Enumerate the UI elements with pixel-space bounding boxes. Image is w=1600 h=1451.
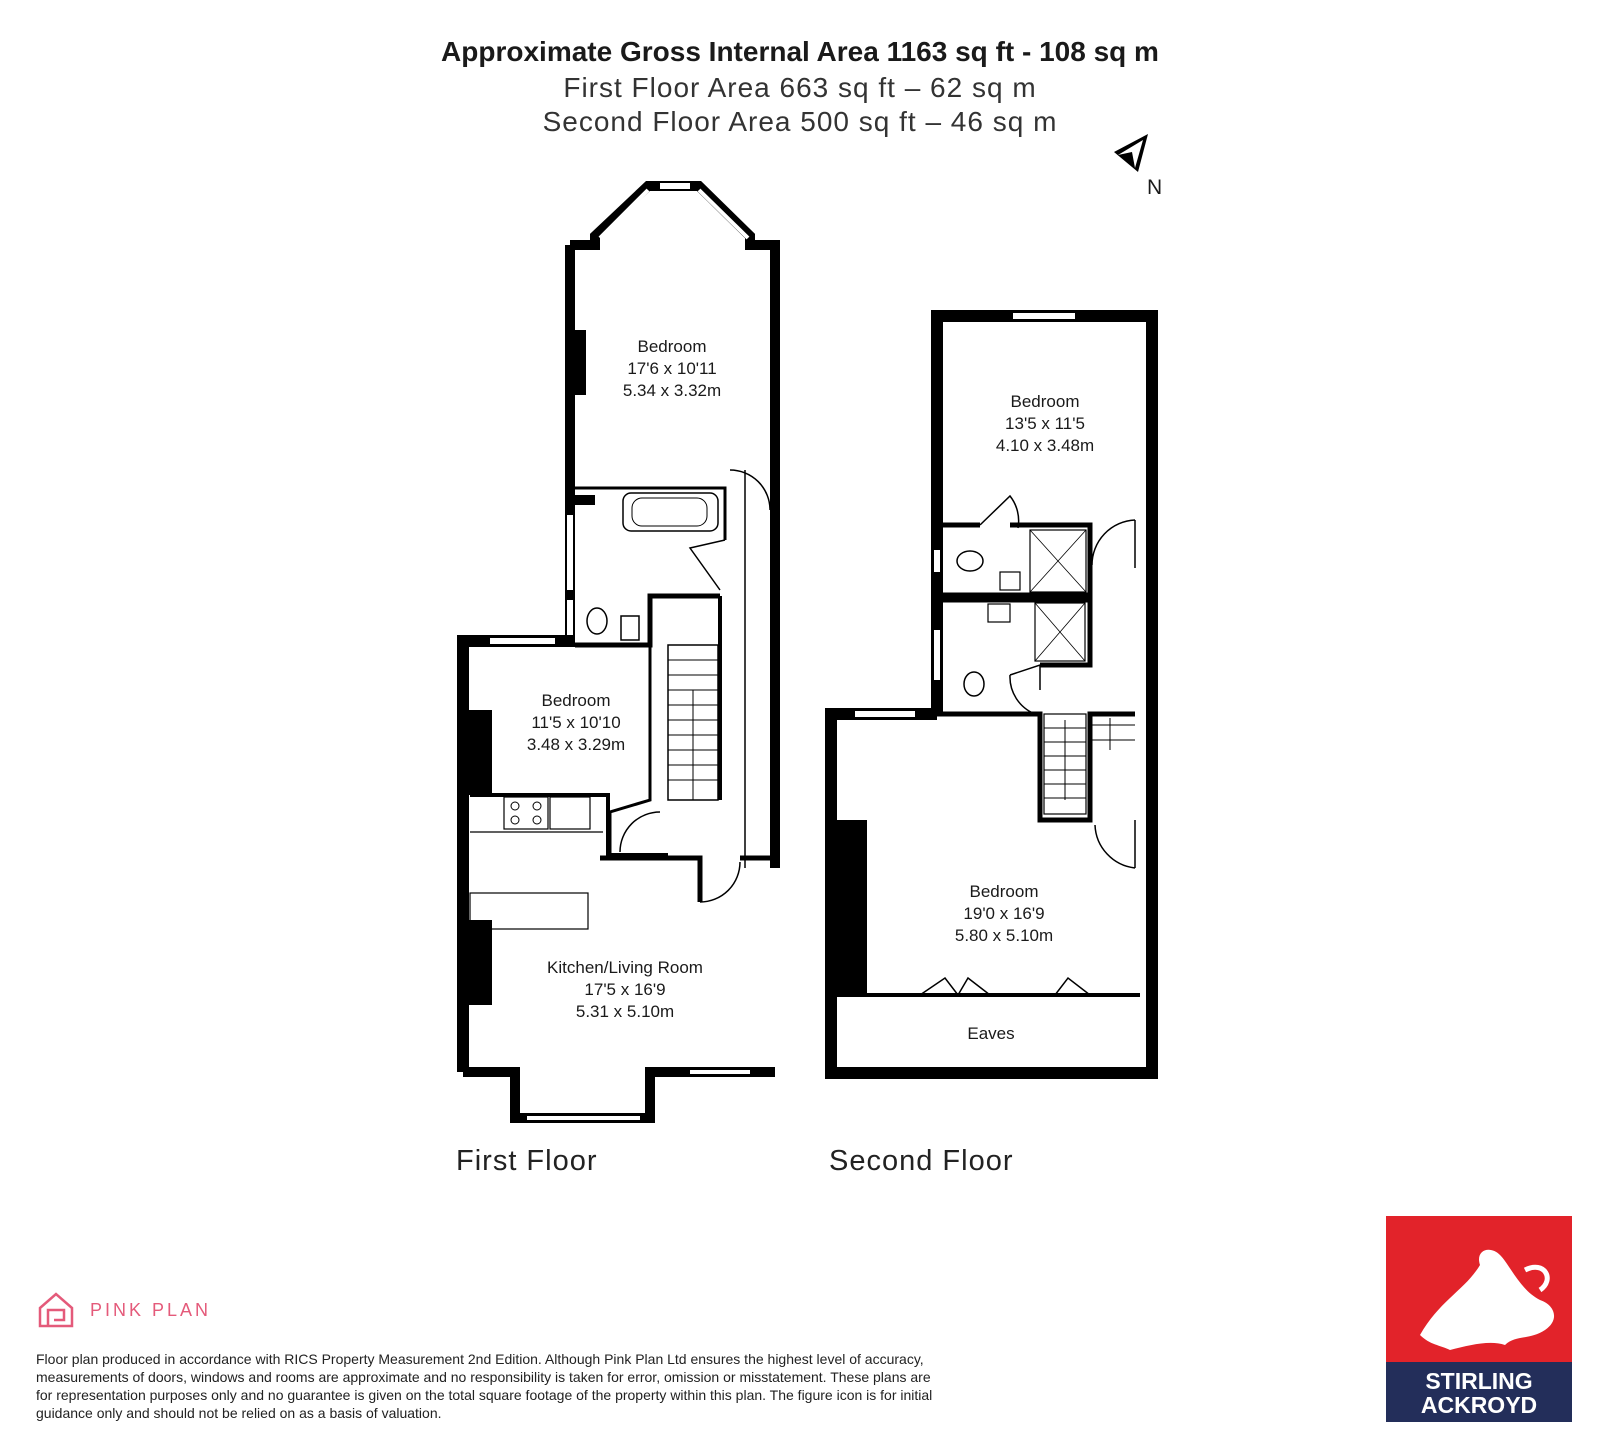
room-bedroom-ff-1 — [623, 337, 721, 400]
room-bedroom-sf-2 — [955, 882, 1053, 945]
room-eaves: Eaves — [967, 1024, 1015, 1043]
svg-text:Bedroom: Bedroom — [969, 882, 1039, 901]
brand-line-2: ACKROYD — [1420, 1392, 1538, 1418]
svg-text:17'5 x 16'9: 17'5 x 16'9 — [584, 980, 666, 999]
pink-plan-house-icon — [36, 1290, 76, 1330]
svg-text:Kitchen/Living Room: Kitchen/Living Room — [547, 958, 703, 977]
room-kitchen-living — [547, 958, 703, 1021]
first-floor-area: First Floor Area 663 sq ft – 62 sq m — [563, 72, 1037, 103]
area-title: Approximate Gross Internal Area 1163 sq ft - 108 sq m — [441, 36, 1159, 67]
brand-line-1: STIRLING — [1425, 1368, 1533, 1394]
svg-text:11'5 x 10'10: 11'5 x 10'10 — [531, 713, 621, 732]
stirling-ackroyd-logo — [1386, 1216, 1572, 1422]
pink-plan-name: PINK PLAN — [90, 1299, 212, 1320]
pink-plan-logo — [36, 1290, 211, 1330]
second-floor-plan — [831, 316, 1152, 1073]
room-bedroom-sf-1 — [996, 392, 1094, 455]
svg-text:3.48 x 3.29m: 3.48 x 3.29m — [526, 735, 626, 754]
svg-text:5.34 x 3.32m: 5.34 x 3.32m — [622, 381, 722, 400]
svg-text:13'5 x 11'5: 13'5 x 11'5 — [1005, 414, 1085, 433]
north-arrow-icon — [1114, 134, 1162, 199]
svg-text:19'0 x 16'9: 19'0 x 16'9 — [963, 904, 1045, 923]
second-floor-area: Second Floor Area 500 sq ft – 46 sq m — [542, 106, 1058, 137]
first-floor-label: First Floor — [456, 1145, 598, 1177]
room-bedroom-ff-2 — [527, 691, 625, 754]
svg-text:17'6 x 10'11: 17'6 x 10'11 — [627, 359, 717, 378]
disclaimer-text: Floor plan produced in accordance with RICS Property Measurement 2nd Edition. Although Pink Plan Ltd ensures the highest level of accuracy, measurements of doors, windows and rooms are approximate and no responsibility is taken for error, omission or misstatement. These plans are for representation purposes only and no guarantee is given on the total square footage of the property within this plan. The figure icon is for initial guidance only and should not be relied on as a basis of valuation. — [36, 1351, 933, 1421]
svg-text:5.80 x 5.10m: 5.80 x 5.10m — [954, 926, 1054, 945]
svg-text:Bedroom: Bedroom — [541, 691, 611, 710]
svg-text:5.31 x 5.10m: 5.31 x 5.10m — [575, 1002, 675, 1021]
second-floor-label: Second Floor — [829, 1145, 1014, 1177]
compass-label: N — [1147, 176, 1163, 199]
svg-text:4.10 x 3.48m: 4.10 x 3.48m — [995, 436, 1095, 455]
brand-text-block — [1386, 1362, 1572, 1422]
svg-text:Bedroom: Bedroom — [1010, 392, 1080, 411]
svg-text:Bedroom: Bedroom — [637, 337, 707, 356]
first-floor-plan — [463, 186, 775, 1118]
